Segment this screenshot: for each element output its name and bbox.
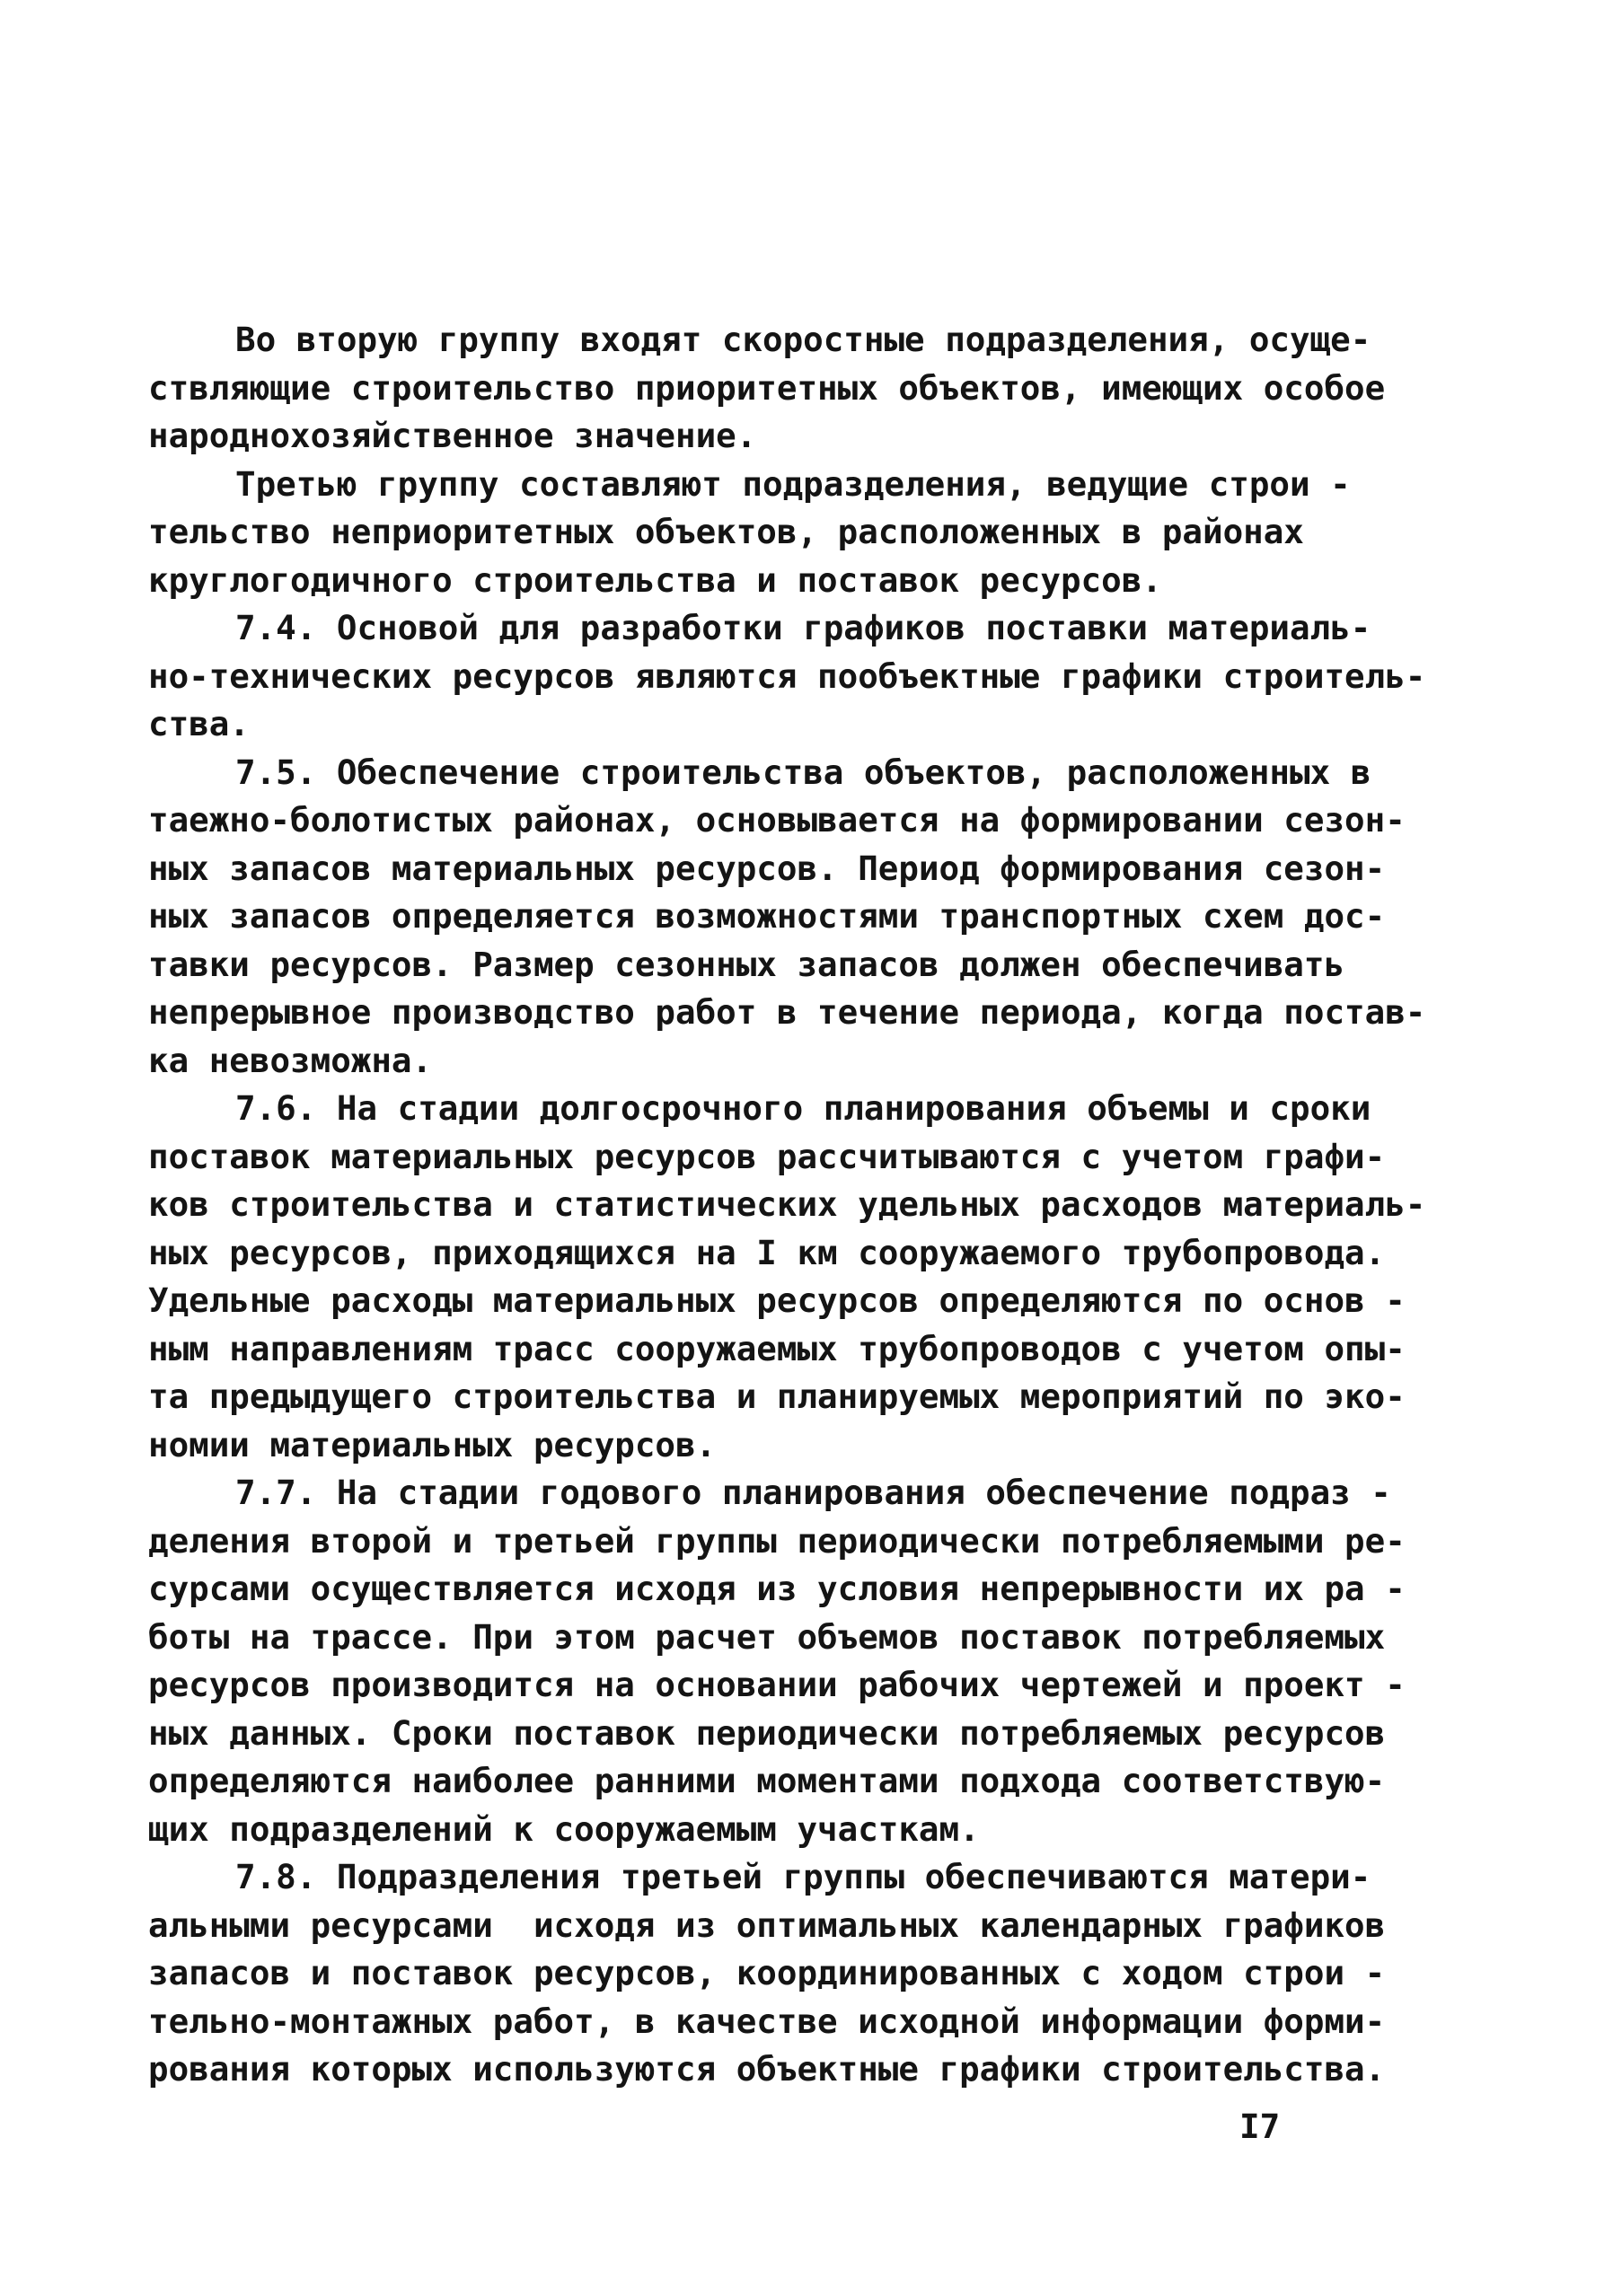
text-line: ства.	[148, 704, 250, 743]
text-line: 7.8. Подразделения третьей группы обеспечиваются матери-	[235, 1857, 1371, 1896]
text-line: деления второй и третьей группы периодически потребляемыми ре-	[148, 1520, 1406, 1561]
text-line: 7.7. На стадии годового планирования обеспечение подраз -	[235, 1473, 1391, 1512]
text-line: 7.4. Основой для разработки графиков поставки материаль-	[235, 608, 1371, 647]
text-line: сурсами осуществляется исходя из условия непрерывности их ра -	[148, 1569, 1406, 1608]
text-line: Третью группу составляют подразделения, ведущие строи -	[235, 463, 1351, 504]
text-line: определяются наиболее ранними моментами подхода соответствую-	[148, 1761, 1386, 1800]
body-text	[148, 316, 1426, 2094]
text-line: ным направлениям трасс сооружаемых трубопроводов с учетом опы-	[148, 1328, 1406, 1368]
text-line: альными ресурсами исходя из оптимальных календарных графиков	[148, 1905, 1386, 1945]
text-line: номии материальных ресурсов.	[148, 1424, 717, 1465]
text-line: рования которых используются объектные графики строительства.	[148, 2049, 1386, 2089]
text-line: та предыдущего строительства и планируемых мероприятий по эко-	[148, 1377, 1406, 1416]
text-line: ных данных. Сроки поставок периодически потребляемых ресурсов	[148, 1712, 1386, 1753]
text-line: тавки ресурсов. Размер сезонных запасов должен обеспечивать	[148, 944, 1345, 984]
text-line: щих подразделений к сооружаемым участкам.	[148, 1808, 980, 1849]
text-line: таежно-болотистых районах, основывается на формировании сезон-	[148, 800, 1406, 840]
text-line: ствляющие строительство приоритетных объектов, имеющих особое	[148, 367, 1386, 408]
text-line: запасов и поставок ресурсов, координированных с ходом строи -	[148, 1953, 1386, 1993]
text-line: но-технических ресурсов являются пообъектные графики строитель-	[148, 655, 1426, 696]
text-line: ков строительства и статистических удельных расходов материаль-	[148, 1184, 1426, 1224]
text-line: Удельные расходы материальных ресурсов определяются по основ -	[148, 1280, 1406, 1320]
text-line: ных запасов определяется возможностями транспортных схем дос-	[148, 896, 1386, 936]
text-line: тельно-монтажных работ, в качестве исходной информации форми-	[148, 2001, 1386, 2041]
text-line: тельство неприоритетных объектов, расположенных в районах	[148, 512, 1304, 551]
text-line: ресурсов производится на основании рабочих чертежей и проект -	[148, 1665, 1406, 1704]
text-line: круглогодичного строительства и поставок ресурсов.	[148, 559, 1162, 600]
text-line: 7.5. Обеспечение строительства объектов, расположенных в	[235, 752, 1371, 792]
text-line: ных ресурсов, приходящихся на I км сооружаемого трубопровода.	[148, 1232, 1386, 1272]
text-line: 7.6. На стадии долгосрочного планирования объемы и сроки	[235, 1088, 1371, 1128]
text-line: поставок материальных ресурсов рассчитываются с учетом графи-	[148, 1136, 1386, 1176]
text-line: народнохозяйственное значение.	[148, 416, 757, 455]
text-line: непрерывное производство работ в течение периода, когда постав-	[148, 992, 1426, 1032]
text-line: ка невозможна.	[148, 1040, 433, 1080]
text-line: боты на трассе. При этом расчет объемов поставок потребляемых	[148, 1616, 1386, 1657]
text-line: Во вторую группу входят скоростные подразделения, осуще-	[235, 320, 1371, 359]
page-number: I7	[1239, 2107, 1281, 2146]
text-line: ных запасов материальных ресурсов. Период формирования сезон-	[148, 848, 1386, 888]
